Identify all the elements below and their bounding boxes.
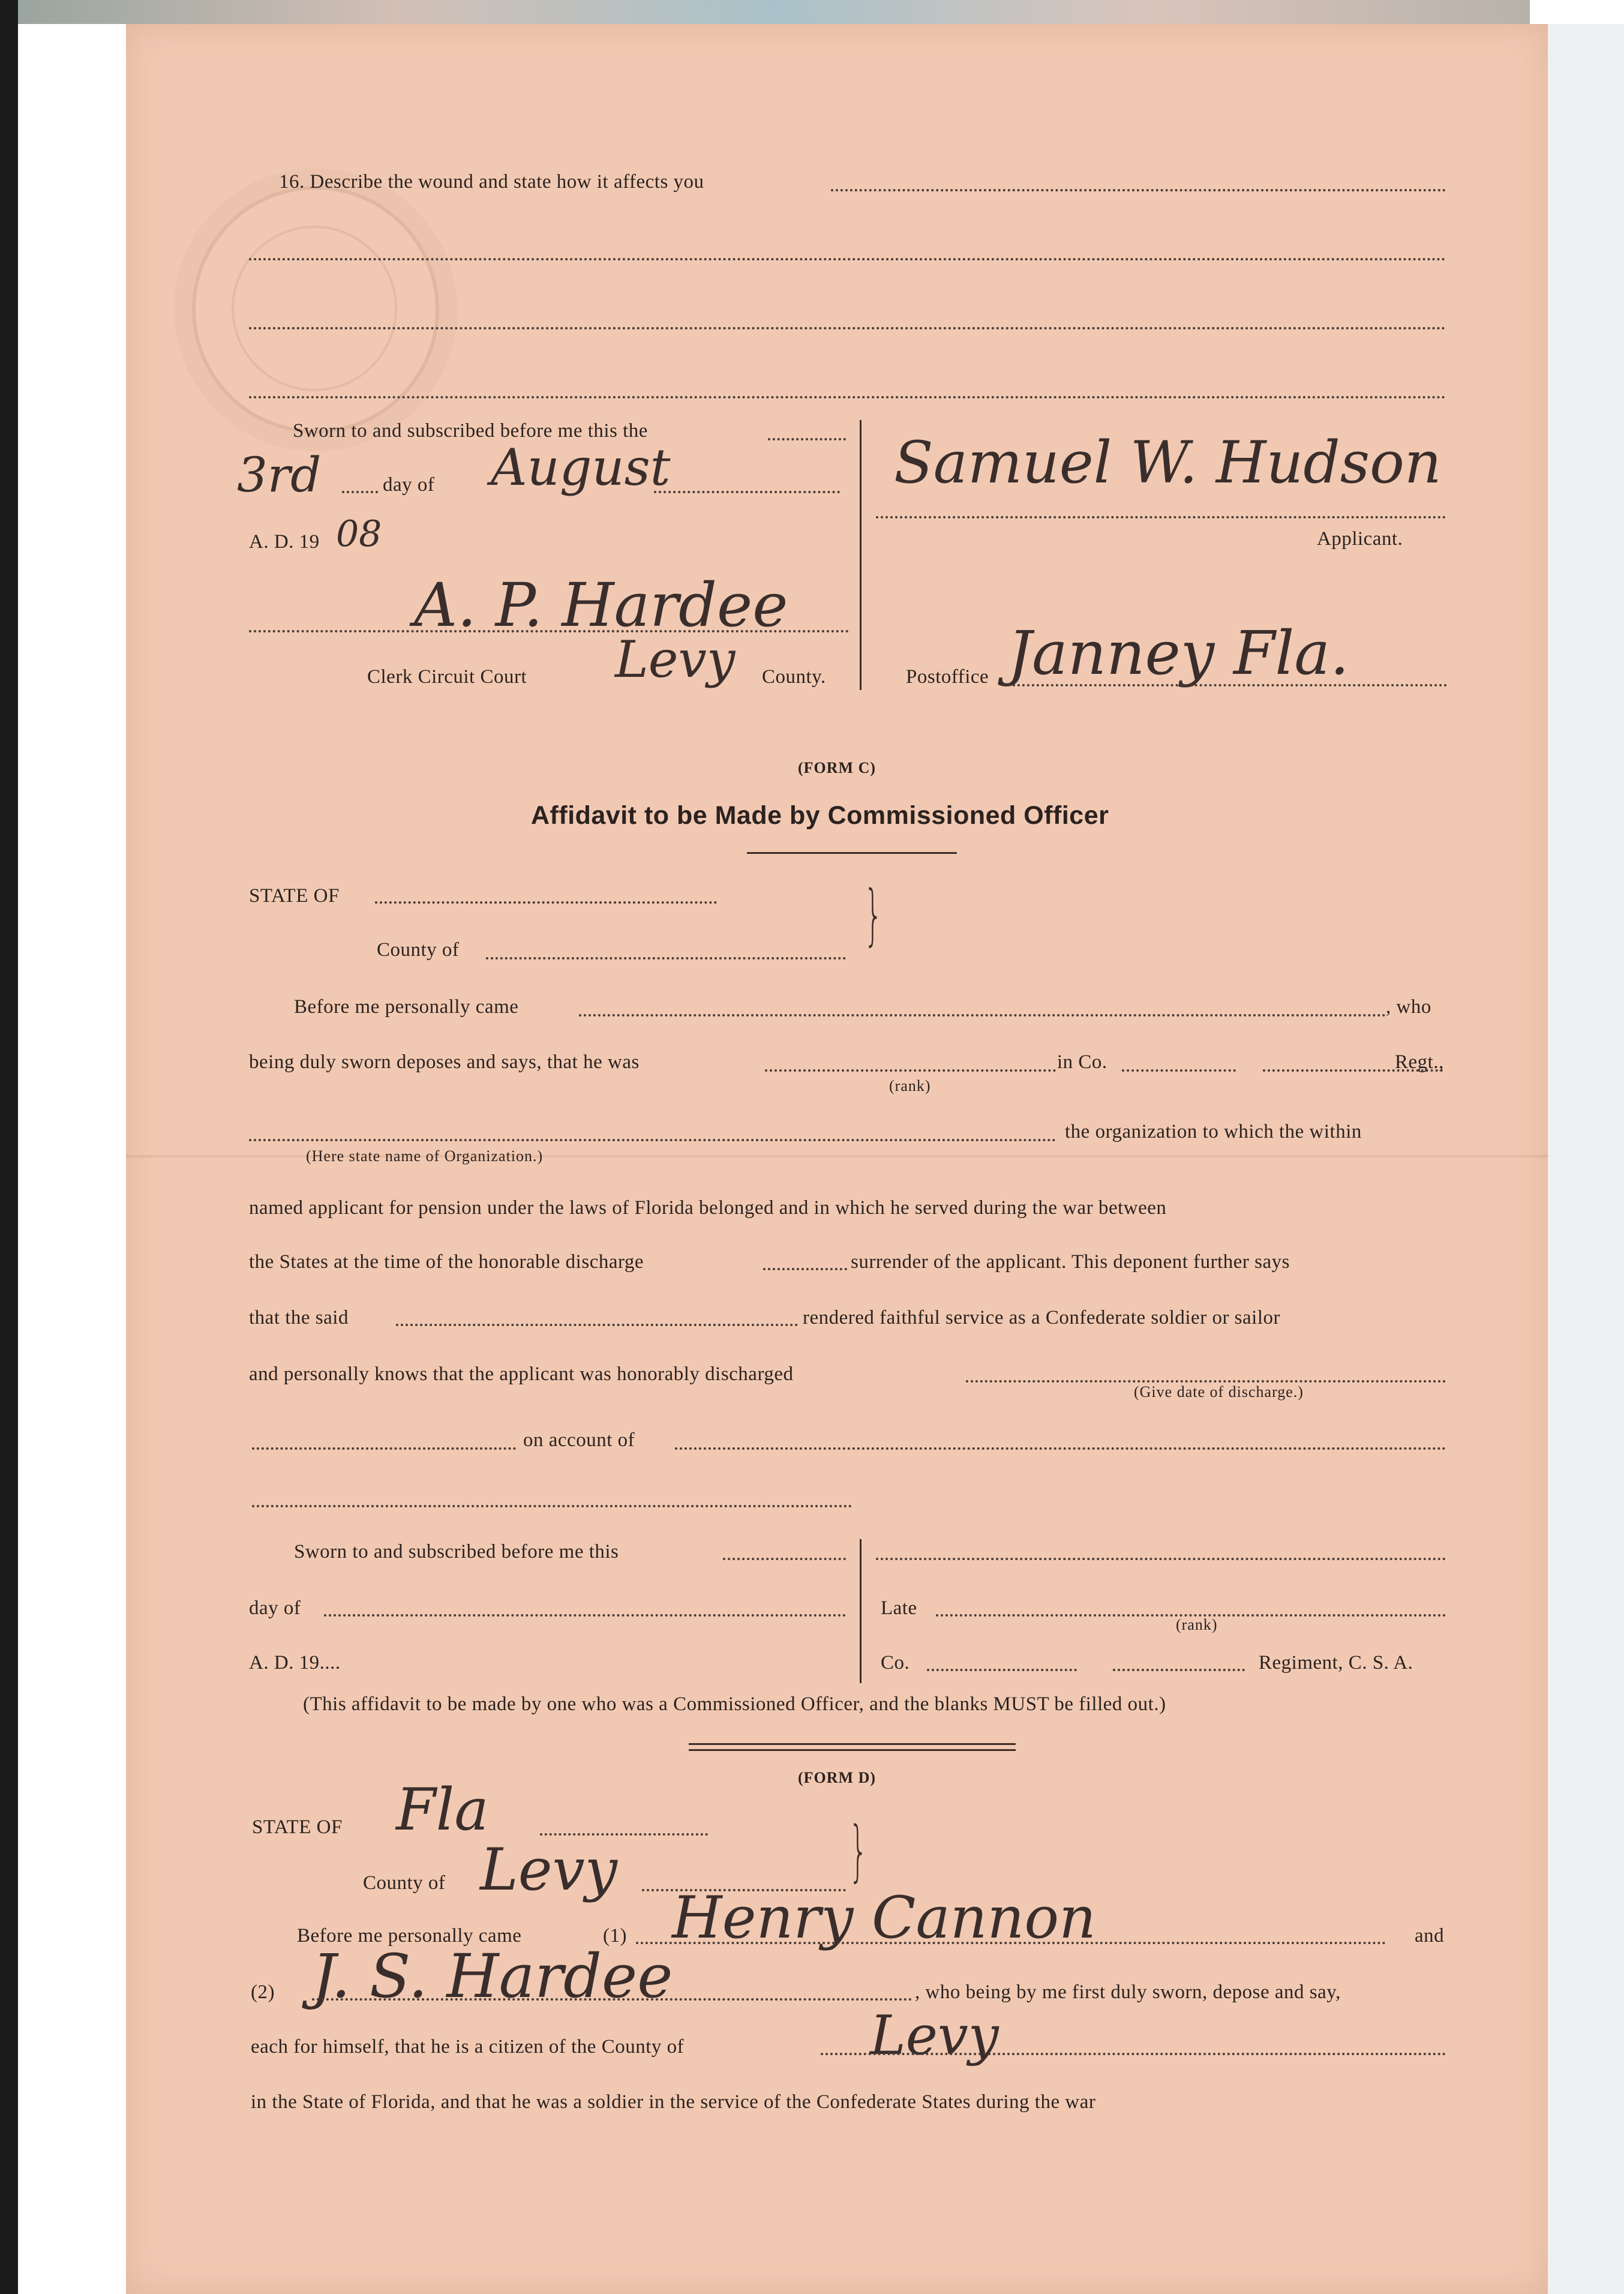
person-2-number: (2) [251,1981,275,2003]
day-of-label: day of [249,1597,301,1619]
states-discharge-text: the States at the time of the honorable discharge [249,1251,644,1273]
before-me-label: Before me personally came [294,996,519,1018]
dotted-rule [324,1614,846,1617]
dotted-rule [1003,684,1447,686]
dotted-rule [312,1998,912,2001]
who-label: , who [1386,996,1431,1018]
and-label: and [1415,1925,1445,1947]
ad-label: A. D. 19.... [249,1652,341,1674]
applicant-signature: Samuel W. Hudson [894,429,1442,496]
form-c-label: (FORM C) [798,759,876,776]
dotted-rule [876,516,1446,518]
regiment-label: Regiment, C. S. A. [1259,1652,1413,1674]
dotted-rule [1122,1069,1236,1072]
dotted-rule [763,1268,847,1270]
who-being-text: , who being by me first duly sworn, depose and say, [915,1981,1341,2003]
clerk-signature: A. P. Hardee [414,570,788,640]
dotted-rule [252,1505,852,1507]
dotted-rule [831,189,1446,191]
dotted-rule [821,2053,1446,2055]
dotted-rule [654,491,840,493]
form-c-title: Affidavit to be Made by Commissioned Officer [531,801,1109,830]
postoffice-handwritten: Janney Fla. [1008,618,1349,688]
county-label: County. [762,666,826,688]
discharge-note: (Give date of discharge.) [1134,1383,1304,1401]
section-double-rule [689,1749,1016,1751]
citizen-county-handwritten: Levy [870,2004,999,2067]
oath-divider [860,1539,861,1683]
applicant-label: Applicant. [1317,528,1403,550]
section-double-rule [689,1743,1016,1745]
dotted-rule [252,1447,516,1450]
co-label: Co. [881,1652,910,1674]
county-of-label: County of [377,939,460,961]
dotted-rule [540,1833,708,1836]
clerk-label: Clerk Circuit Court [367,666,527,688]
dotted-rule [579,1014,1386,1016]
dotted-rule [876,1558,1446,1560]
oath-divider [860,420,861,690]
county-handwritten: Levy [615,630,736,689]
scan-background [1548,24,1624,2294]
ad-label: A. D. 19 [249,531,320,553]
county-of-label: County of [363,1872,446,1894]
postoffice-label: Postoffice [906,666,989,688]
dotted-rule [723,1558,846,1560]
dotted-rule [249,396,1446,398]
named-applicant-text: named applicant for pension under the laws of Florida belonged and in which he served during the war between [249,1197,1167,1219]
rank-note: (rank) [889,1077,931,1094]
in-state-text: in the State of Florida, and that he was a soldier in the service of the Confederate States during the war [251,2091,1096,2113]
person-2-handwritten: J. S. Hardee [312,1941,673,2011]
personally-knows-text: and personally knows that the applicant was honorably discharged [249,1363,794,1385]
form-d-label: (FORM D) [798,1769,876,1786]
being-sworn-text: being duly sworn deposes and says, that he was [249,1051,640,1073]
in-co-label: in Co. [1057,1051,1107,1073]
that-said-label: that the said [249,1307,349,1329]
county-handwritten: Levy [480,1836,618,1903]
sworn-text: Sworn to and subscribed before me this the [293,420,648,442]
dotted-rule [636,1942,1386,1944]
dotted-rule [927,1669,1077,1671]
dotted-rule [249,1139,1056,1141]
dotted-rule [768,438,846,440]
dotted-rule [249,327,1446,329]
state-of-label: STATE OF [249,885,340,907]
organization-text: the organization to which the within [1065,1121,1362,1142]
on-account-label: on account of [523,1429,635,1451]
surrender-text: surrender of the applicant. This deponent further says [851,1251,1290,1273]
dotted-rule [342,491,378,493]
rank-note: (rank) [1176,1616,1218,1633]
regt-label: Regt., [1395,1051,1444,1073]
organization-note: (Here state name of Organization.) [306,1147,544,1165]
brace-icon: } [864,876,883,953]
person-1-number: (1) [603,1925,627,1947]
day-handwritten: 3rd [237,447,322,503]
dotted-rule [249,258,1446,260]
year-handwritten: 08 [336,513,382,555]
scan-color-strip [18,0,1530,24]
question-16: 16. Describe the wound and state how it affects you [279,171,704,193]
affidavit-note: (This affidavit to be made by one who was a Commissioned Officer, and the blanks MUST be filled out.) [303,1693,1166,1715]
before-me-label: Before me personally came [297,1925,522,1947]
rendered-text: rendered faithful service as a Confederate soldier or sailor [803,1307,1280,1329]
dotted-rule [675,1447,1446,1450]
dotted-rule [486,957,846,959]
dotted-rule [966,1380,1446,1383]
dotted-rule [249,630,849,632]
person-1-handwritten: Henry Cannon [672,1884,1096,1951]
title-rule [747,852,957,854]
late-label: Late [881,1597,917,1619]
state-of-label: STATE OF [252,1816,343,1838]
month-handwritten: August [491,438,671,497]
dotted-rule [375,901,717,904]
dotted-rule [1113,1669,1245,1671]
state-handwritten: Fla [396,1776,489,1843]
day-of-label: day of [383,474,435,496]
scan-border [0,0,18,2294]
sworn-label: Sworn to and subscribed before me this [294,1541,619,1563]
dotted-rule [396,1324,798,1326]
brace-icon: } [849,1812,868,1889]
dotted-rule [765,1069,1056,1072]
each-himself-text: each for himself, that he is a citizen of the County of [251,2036,685,2058]
